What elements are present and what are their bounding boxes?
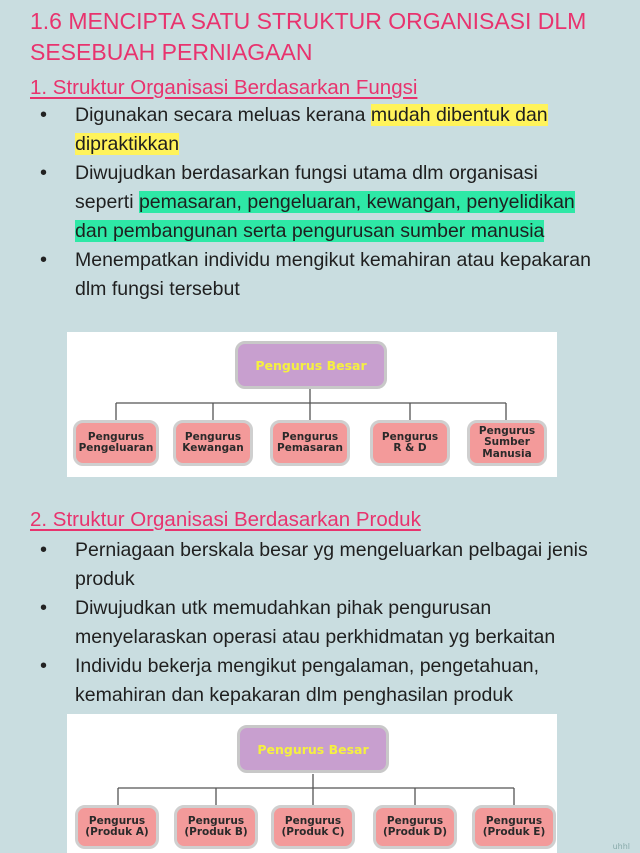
section1-heading: 1. Struktur Organisasi Berdasarkan Fungsi (30, 76, 418, 99)
section1-bullet-3: • Menempatkan individu mengikut kemahiran atau kepakaran dlm fungsi tersebut (0, 246, 595, 304)
box-pengurus-pemasaran: Pengurus Pemasaran (270, 420, 350, 466)
box-produk-a: Pengurus (Produk A) (75, 805, 159, 849)
highlight-yellow: mudah dibentuk dan dipraktikkan (75, 104, 548, 155)
box-pengurus-rnd: Pengurus R & D (370, 420, 450, 466)
box-pengurus-kewangan: Pengurus Kewangan (173, 420, 253, 466)
org-chart-product (67, 714, 557, 853)
section2-bullet-2: • Diwujudkan utk memudahkan pihak pengurusan menyelaraskan operasi atau perkhidmatan yg berkaitan (0, 594, 595, 652)
box-produk-c: Pengurus (Produk C) (271, 805, 355, 849)
box-produk-b: Pengurus (Produk B) (174, 805, 258, 849)
org-chart-function (67, 332, 557, 477)
section1-bullet-1: • Digunakan secara meluas kerana mudah dibentuk dan dipraktikkan (0, 101, 595, 159)
highlight-green: pemasaran, pengeluaran, kewangan, penyelidikan dan pembangunan serta pengurusan sumber manusia (75, 191, 575, 242)
section1-bullets (0, 101, 595, 304)
section2-bullet-1: • Perniagaan berskala besar yg mengeluarkan pelbagai jenis produk (0, 536, 595, 594)
box-pengurus-sumber-manusia: Pengurus Sumber Manusia (467, 420, 547, 466)
box-pengurus-besar-2: Pengurus Besar (237, 725, 389, 773)
watermark: uhhl (612, 842, 630, 851)
section1-bullet-2: • Diwujudkan berdasarkan fungsi utama dlm organisasi seperti pemasaran, pengeluaran, kewangan, penyelidikan dan pembangunan serta pengurusan sumber manusia (0, 159, 595, 246)
section2-heading: 2. Struktur Organisasi Berdasarkan Produk (30, 508, 421, 531)
section2-bullet-3: • Individu bekerja mengikut pengalaman, pengetahuan, kemahiran dan kepakaran dlm penghasilan produk (0, 652, 595, 710)
box-produk-e: Pengurus (Produk E) (472, 805, 556, 849)
box-pengurus-besar: Pengurus Besar (235, 341, 387, 389)
box-pengurus-pengeluaran: Pengurus Pengeluaran (73, 420, 159, 466)
box-produk-d: Pengurus (Produk D) (373, 805, 457, 849)
page-title: 1.6 MENCIPTA SATU STRUKTUR ORGANISASI DLM SESEBUAH PERNIAGAAN (30, 8, 587, 65)
section2-bullets (0, 536, 595, 710)
